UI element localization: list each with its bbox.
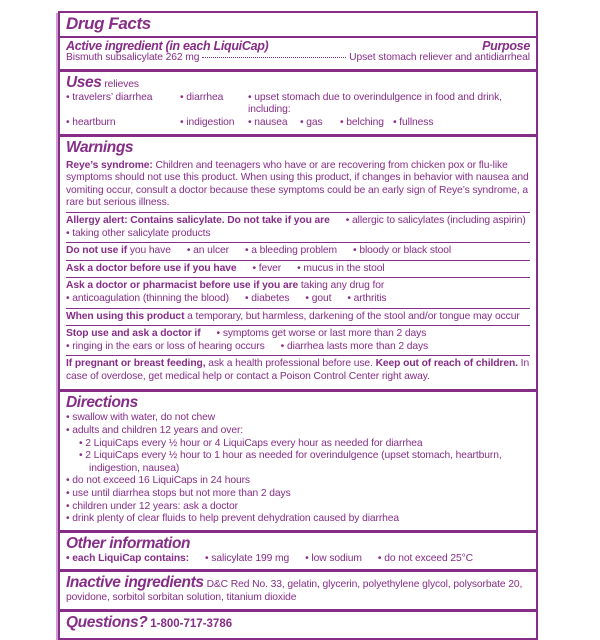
warning-lead: If pregnant or breast feeding,	[66, 358, 206, 370]
warning-lead: Reye’s syndrome:	[66, 159, 153, 171]
warning-item: • symptoms get worse or last more than 2 days	[217, 328, 427, 339]
warning-item: • allergic to salicylates (including aspirin)	[346, 215, 526, 226]
other-info-item: • low sodium	[305, 553, 362, 564]
warning-text: In case of overdose, get medical help or contact a Poison Control Center right away.	[66, 358, 530, 382]
inactive-ingredients-heading: Inactive ingredients	[66, 574, 204, 592]
other-information-row	[66, 553, 530, 566]
warning-ask-doctor-pharmacist	[66, 277, 530, 307]
purpose-value: Upset stomach reliever and antidiarrheal	[349, 52, 530, 64]
warning-line	[66, 341, 530, 354]
warning-text: taking any drug for	[298, 280, 385, 292]
warning-lead: Stop use and ask a doctor if	[66, 328, 201, 340]
directions-item	[66, 425, 530, 438]
directions-item	[66, 412, 530, 425]
inactive-ingredients-list: D&C Red No. 33, gelatin, glycerin, polyethylene glycol, polysorbate 20, povidone, sorbitol sorbitan solution, titanium dioxide	[66, 579, 523, 604]
warning-lead: Ask a doctor before use if you have	[66, 262, 237, 274]
directions-item-text: • children under 12 years: ask a doctor	[66, 501, 238, 512]
directions-item	[66, 501, 530, 514]
warning-ask-doctor	[66, 260, 530, 278]
warning-lead: When using this product	[66, 310, 185, 322]
warning-line	[66, 280, 530, 293]
warning-reyes-syndrome	[66, 158, 530, 212]
warning-line	[66, 215, 530, 228]
directions-sub-item	[79, 438, 530, 451]
directions-section	[60, 389, 536, 529]
uses-lead: relieves	[104, 78, 139, 90]
warning-item: • bloody or black stool	[353, 245, 451, 256]
page-title: Drug Facts	[66, 14, 151, 33]
warning-item: • diarrhea lasts more than 2 days	[281, 341, 428, 352]
warning-item: • a bleeding problem	[245, 245, 337, 256]
dotted-leader	[202, 57, 346, 58]
questions-heading: Questions?	[66, 614, 148, 631]
warning-lead: Keep out of reach of children.	[375, 358, 518, 370]
uses-item: • fullness	[393, 117, 433, 130]
active-ingredient-header-row	[66, 40, 530, 53]
other-information-heading: Other information	[66, 534, 191, 552]
questions-section	[60, 609, 536, 638]
warning-item: • gout	[305, 293, 331, 304]
warning-item: • ringing in the ears or loss of hearing occurs	[66, 341, 265, 352]
active-ingredient-value-row	[66, 52, 530, 65]
warning-stop-use	[66, 325, 530, 355]
uses-row-1	[66, 92, 530, 117]
warning-item: • anticoagulation (thinning the blood)	[66, 293, 229, 304]
warning-line	[66, 293, 530, 306]
uses-heading-row	[66, 74, 530, 92]
other-info-lead: • each LiquiCap contains:	[66, 553, 189, 564]
warning-item: • arthritis	[347, 293, 386, 304]
active-ingredient-heading: Active ingredient (in each LiquiCap)	[66, 38, 269, 53]
warning-item: • diabetes	[245, 293, 289, 304]
directions-item-text: • swallow with water, do not chew	[66, 412, 215, 423]
ingredient-name: Bismuth subsalicylate 262 mg	[66, 52, 200, 64]
directions-item	[66, 488, 530, 501]
warning-item: • fever	[252, 263, 281, 274]
purpose-heading: Purpose	[482, 38, 530, 53]
uses-section	[60, 69, 536, 134]
uses-item: • indigestion	[180, 117, 248, 130]
directions-item	[66, 475, 530, 488]
warning-text: a temporary, but harmless, darkening of the stool and/or tongue may occur	[184, 310, 520, 322]
warning-lead: Allergy alert: Contains salicylate. Do not take if you are	[66, 214, 330, 226]
other-info-item: • do not exceed 25°C	[378, 553, 473, 564]
other-info-item: • salicylate 199 mg	[205, 553, 289, 564]
warning-text: Children and teenagers who have or are recovering from chicken pox or flu-like symptoms should not use this product. When using this product, if changes in behavior with nausea and vomiting occur, consult a doctor because these symptoms could be an early sign of Reye’s syndrome, a rare but serious illness.	[66, 159, 529, 209]
directions-sub-item-text: • 2 LiquiCaps every ½ hour to 1 hour as needed for overindulgence (upset stomach, heartburn, indigestion, nausea)	[79, 450, 502, 474]
warnings-section	[60, 134, 536, 390]
uses-item: • gas	[300, 117, 340, 130]
drug-facts-panel	[58, 11, 538, 640]
directions-item-text: • adults and children 12 years and over:	[66, 425, 243, 436]
warning-lead: Ask a doctor or pharmacist before use if you are	[66, 280, 299, 292]
warning-text: ask a health professional before use.	[205, 358, 376, 370]
warnings-heading: Warnings	[66, 138, 134, 156]
warning-do-not-use	[66, 242, 530, 260]
directions-item-text: • drink plenty of clear fluids to help prevent dehydration caused by diarrhea	[66, 513, 399, 524]
warning-line	[66, 328, 530, 341]
active-ingredient-section	[60, 36, 536, 69]
warning-when-using	[66, 308, 530, 326]
uses-item: • heartburn	[66, 117, 180, 130]
uses-item: • travelers’ diarrhea	[66, 92, 180, 105]
directions-heading: Directions	[66, 394, 138, 412]
warning-line	[66, 228, 530, 241]
warning-allergy-alert	[66, 212, 530, 242]
directions-sub-item-text: • 2 LiquiCaps every ½ hour or 4 LiquiCaps every hour as needed for diarrhea	[79, 438, 423, 449]
title-section	[60, 13, 536, 36]
uses-item: • belching	[340, 117, 393, 130]
directions-item-text: • do not exceed 16 LiquiCaps in 24 hours	[66, 475, 250, 486]
warning-text: you have	[127, 245, 171, 257]
warning-item: • mucus in the stool	[297, 263, 384, 274]
warning-pregnant	[66, 355, 530, 385]
directions-sub-item	[79, 450, 530, 475]
warning-item: • an ulcer	[187, 245, 229, 256]
warning-item: • taking other salicylate products	[66, 228, 210, 239]
uses-row-2	[66, 117, 530, 130]
uses-item: • nausea	[248, 117, 300, 130]
directions-item-text: • use until diarrhea stops but not more than 2 days	[66, 488, 291, 499]
uses-heading: Uses	[66, 73, 102, 91]
warning-lead: Do not use if	[66, 245, 128, 257]
other-information-section	[60, 530, 536, 570]
uses-item: • upset stomach due to overindulgence in food and drink, including:	[248, 92, 530, 117]
inactive-ingredients-section	[60, 569, 536, 609]
questions-phone-number: 1-800-717-3786	[150, 618, 233, 630]
uses-item: • diarrhea	[180, 92, 248, 105]
directions-item	[66, 513, 530, 526]
